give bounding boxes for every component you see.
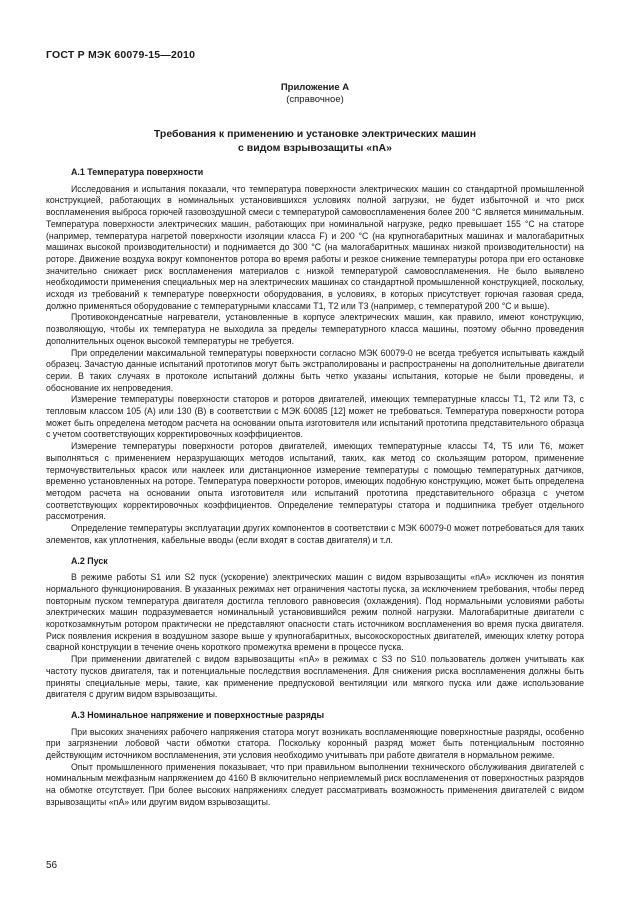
paragraph: Измерение температуры поверхности статоров и роторов двигателей, имеющих температурные классы Т1, Т2 или Т3, с тепловым классом 105 (А) или 130 (В) в соответствии с МЭК 60085 [12] может не требоваться. Температура поверхности ротора может быть определена методом расчета на основании опыта изготовителя или испытаний прототипа представительного образца с учетом соответствующих корректировочных коэффициентов. — [46, 394, 584, 440]
annex-heading — [0, 82, 630, 106]
annex-label: Приложение А — [280, 82, 350, 93]
paragraph: В режиме работы S1 или S2 пуск (ускорение) электрических машин с видом взрывозащиты «nA» исключен из понятия нормального функционирования. В указанных режимах нет ограничения частоты пуска, за исключением требования, чтобы перед повторным пуском температура двигателя достигла теплового равновесия (охлаждения). Под нормальными условиями работы электрических машин подразумевается номинальный установившийся режим полной нагрузки. Малогабаритные двигатели с короткозамкнутым ротором практически не представляют опасности стать источником воспламенения во время пуска двигателя. Риск появления искрения в воздушном зазоре выше у крупногабаритных, высокоскоростных двигателей, имеющих клетку ротора сварной конструкции в течение очень короткого промежутка времени в процессе пуска. — [46, 572, 584, 653]
annex-title — [0, 127, 630, 155]
paragraph: При применении двигателей с видом взрывозащиты «nA» в режимах с S3 по S10 пользователь должен учитывать как частоту пусков двигателя, так и потенциальные последствия воспламенения. Для снижения риска воспламенения должны быть приняты специальные меры, такие, как применение предпусковой вентиляции или мягкого пуска или даже использование двигателя с другим видом взрывозащиты. — [46, 654, 584, 700]
section-heading: А.2 Пуск — [71, 555, 108, 566]
paragraph: При определении максимальной температуры поверхности согласно МЭК 60079-0 не всегда требуется испытывать каждый образец. Зачастую данные испытаний прототипов могут быть экстраполированы и распространены на дополнительные двигатели серии. В таких случаях в протоколе испытаний должны быть четко указаны испытания, которые не были проведены, и обоснование их непроведения. — [46, 347, 584, 393]
paragraph: Исследования и испытания показали, что температура поверхности электрических машин со стандартной промышленной конструкцией, работающих в номинальных установившихся условиях полной загрузки, не будет избыточной и что риск воспламенения выброса горючей газовоздушной смеси с температурой самовоспламенения более 200 °C является минимальным. Температура поверхности электрических машин, работающих при номинальной нагрузке, редко превышает 155 °C на статоре (например, температура нагретой поверхности изоляции класса F) и 200 °C (на крупногабаритных машинах и малогабаритных машинах высокой производительности) и поднимается до 300 °C (на малогабаритных машинах низкой производительности) на роторе. Движение воздуха вокруг компонентов ротора во время работы и резкое снижение температуры ротора при его остановке значительно снижает риск воспламенения материалов с низкой температурой самовоспламенения. Не было выявлено необходимости применения специальных мер на электрических машинах со стандартной промышленной конструкцией, поскольку, исходя из требований к температуре поверхности оборудования, в условиях, в которых присутствует горючая газовая среда, должно применяться оборудование с температурными классами Т1, Т2 или Т3 (например, с температурой 200 °C и выше). — [46, 183, 584, 311]
section-heading: А.1 Температура поверхности — [71, 167, 204, 177]
page-number: 56 — [46, 860, 58, 871]
paragraph: Определение температуры эксплуатации других компонентов в соответствии с МЭК 60079-0 может потребоваться для таких элементов, как уплотнения, кабельные вводы (если входят в состав двигателя) и т.л. — [46, 523, 584, 545]
paragraph: Измерение температуры поверхности роторов двигателей, имеющих температурные классы Т4, Т5 или Т6, может выполняться с применением неразрушающих методов испытаний, таких, как метод со скользящим ротором, применение термочувствительных красок или наклеек или дистанционное измерение температуры с помощью температурных датчиков, временно установленных на роторе. Температура поверхности роторов, имеющих подобную конструкцию, может быть определена методом расчета на основании опыта изготовителя или испытаний прототипа представительного образца с учетом соответствующих корректировочных коэффициентов. Определение температуры статора и подшипника требует отдельного рассмотрения. — [46, 441, 584, 522]
annex-type: (справочное) — [286, 94, 344, 105]
paragraph: Опыт промышленного применения показывает, что при правильном выполнении технического обслуживания двигателей с номинальным межфазным напряжением до 4160 В включительно неприемлемый риск воспламенения от поверхностных разрядов на обмотке отсутствует. При более высоких напряжениях следует рассматривать возможность применения двигателей с видом взрывозащиты «nA» или другим видом взрывозащиты. — [46, 761, 584, 807]
standard-code: ГОСТ Р МЭК 60079-15—2010 — [46, 49, 196, 61]
document-body — [46, 167, 584, 809]
title-line-2: с видом взрывозащиты «nA» — [238, 142, 392, 154]
title-line-1: Требования к применению и установке электрических машин — [153, 128, 477, 140]
paragraph: При высоких значениях рабочего напряжения статора могут возникать воспламеняющие поверхностные разряды, особенно при загрязнении лобовой части обмотки статора. Поскольку коронный разряд может быть потенциальным постоянно действующим источником воспламенения, эти условия необходимо учитывать при работе двигателя в нормальном режиме. — [46, 726, 584, 761]
section-heading: А.3 Номинальное напряжение и поверхностные разряды — [71, 709, 325, 720]
paragraph: Противоконденсатные нагреватели, установленные в корпусе электрических машин, как правило, имеют конструкцию, позволяющую, чтобы их температура не выходила за пределы температурного класса машины, поэтому обычно проведения дополнительных оценок высокой температуры не требуется. — [46, 312, 584, 346]
spacer — [46, 701, 584, 710]
spacer — [46, 547, 584, 556]
